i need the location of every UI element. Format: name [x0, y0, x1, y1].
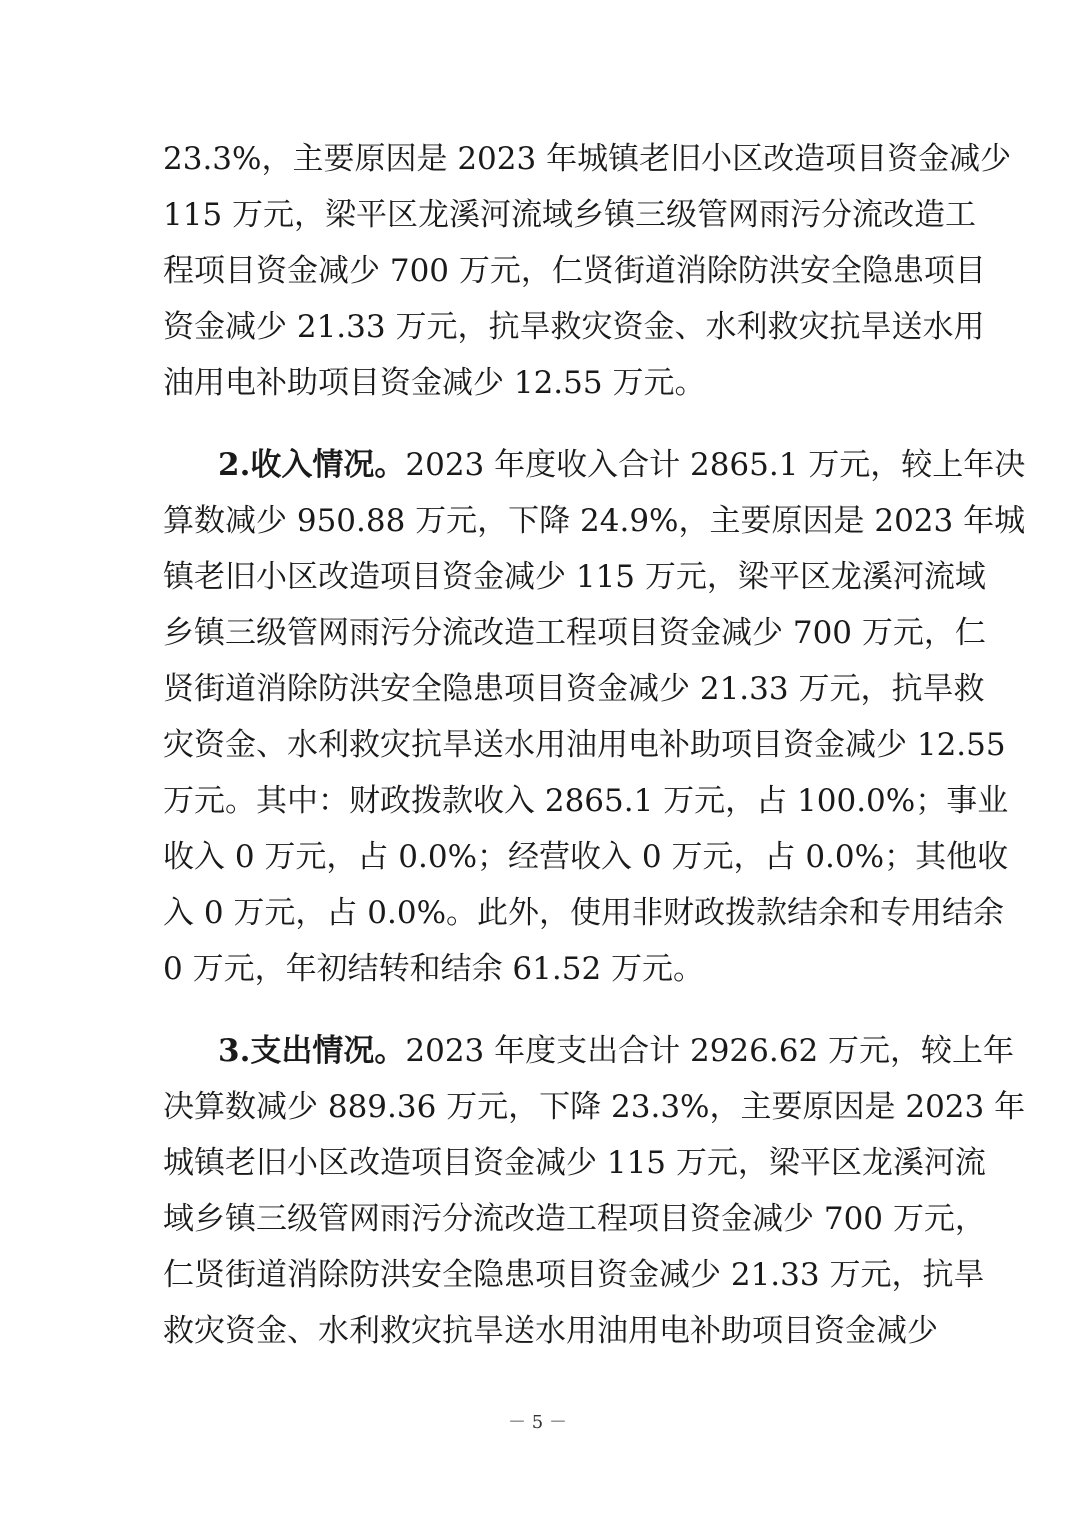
text-line: 仁贤街道消除防洪安全隐患项目资金减少 21.33 万元，抗旱	[163, 1257, 985, 1293]
text-line: 镇老旧小区改造项目资金减少 115 万元，梁平区龙溪河流域	[163, 559, 986, 595]
text-line: 救灾资金、水利救灾抗旱送水用油用电补助项目资金减少	[163, 1313, 938, 1349]
income-heading: 2.收入情况。	[218, 447, 406, 483]
text-line: 万元。其中：财政拨款收入 2865.1 万元，占 100.0%；事业	[163, 783, 1009, 819]
text-line: 收入 0 万元，占 0.0%；经营收入 0 万元，占 0.0%；其他收	[163, 839, 1009, 875]
text-line: 灾资金、水利救灾抗旱送水用油用电补助项目资金减少 12.55	[163, 727, 1006, 763]
text-line: 油用电补助项目资金减少 12.55 万元。	[163, 365, 706, 401]
expense-first-line-text: 2023 年度支出合计 2926.62 万元，较上年	[405, 1033, 1015, 1069]
text-line: 资金减少 21.33 万元，抗旱救灾资金、水利救灾抗旱送水用	[163, 309, 985, 345]
text-line: 算数减少 950.88 万元，下降 24.9%，主要原因是 2023 年城	[163, 503, 1026, 539]
text-line: 城镇老旧小区改造项目资金减少 115 万元，梁平区龙溪河流	[163, 1145, 986, 1181]
income-first-line	[218, 445, 1026, 485]
text-line: 程项目资金减少 700 万元，仁贤街道消除防洪安全隐患项目	[163, 253, 986, 289]
expense-first-line	[218, 1031, 1015, 1071]
expense-heading: 3.支出情况。	[218, 1033, 406, 1069]
text-line: 乡镇三级管网雨污分流改造工程项目资金减少 700 万元，仁	[163, 615, 986, 651]
text-line: 入 0 万元，占 0.0%。此外，使用非财政拨款结余和专用结余	[163, 895, 1005, 931]
text-line: 贤街道消除防洪安全隐患项目资金减少 21.33 万元，抗旱救	[163, 671, 985, 707]
income-first-line-text: 2023 年度收入合计 2865.1 万元，较上年决	[405, 447, 1026, 483]
text-line: 域乡镇三级管网雨污分流改造工程项目资金减少 700 万元，	[163, 1201, 986, 1237]
text-line: 23.3%，主要原因是 2023 年城镇老旧小区改造项目资金减少	[163, 141, 1012, 177]
text-line: 0 万元，年初结转和结余 61.52 万元。	[163, 951, 705, 987]
text-line: 决算数减少 889.36 万元，下降 23.3%，主要原因是 2023 年	[163, 1089, 1026, 1125]
page-number: － 5 －	[508, 1412, 567, 1433]
text-line: 115 万元，梁平区龙溪河流域乡镇三级管网雨污分流改造工	[163, 197, 977, 233]
